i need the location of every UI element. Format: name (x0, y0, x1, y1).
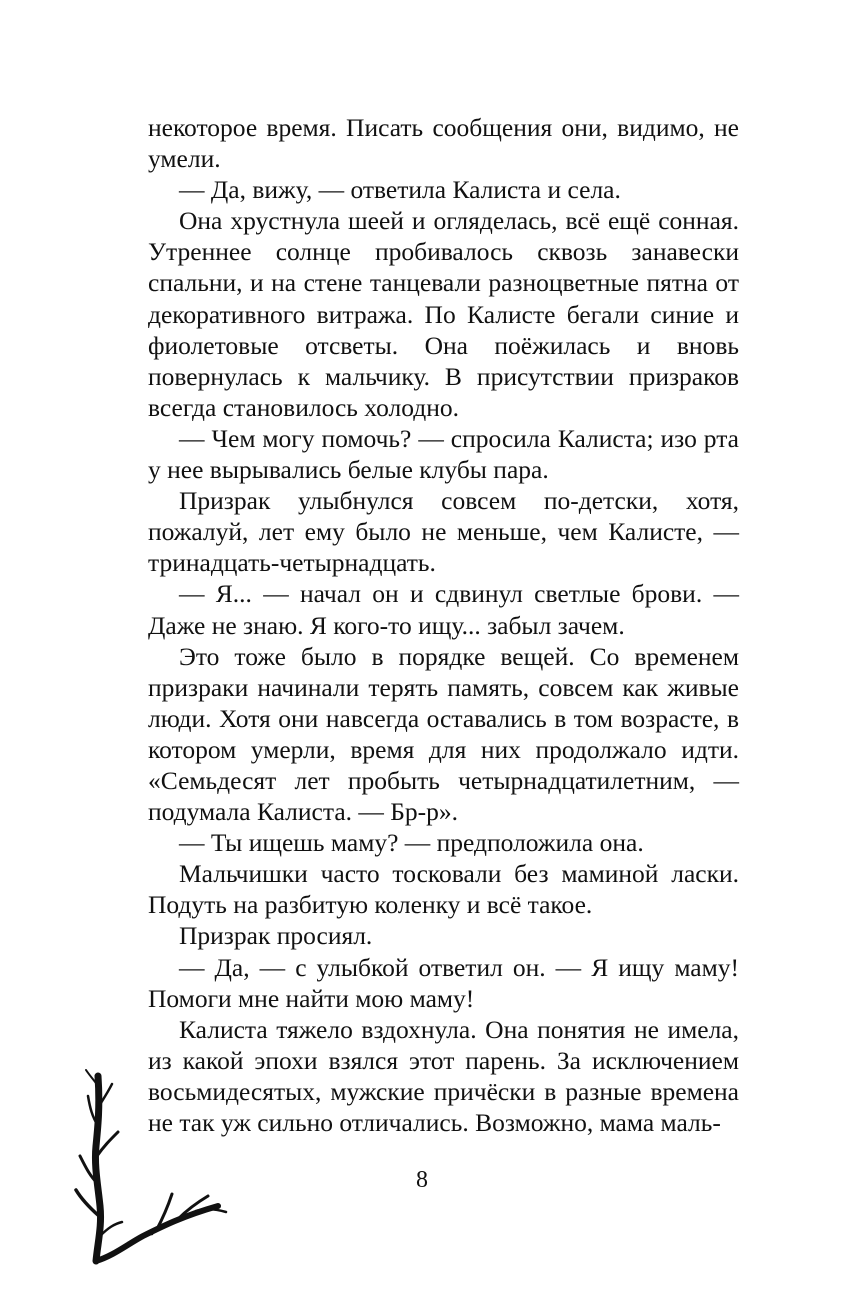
paragraph-10: Призрак просиял. (179, 921, 373, 951)
paragraph-3: Она хрустнула шеей и огляделась, всё ещё сонная. Утреннее солнце пробивалось сквозь занавески спальни, и на стене танцевали разноцветные пятна от декоративного витража. По Калисте бегали синие и фиолетовые отсветы. Она поёжилась и вновь повернулась к мальчику. В присутствии призраков всегда становилось холодно. (148, 206, 739, 422)
paragraph-12: Калиста тяжело вздохнула. Она понятия не имела, из какой эпохи взялся этот парень. За исключением восьмидесятых, мужские причёски в разные времена не так уж сильно отличались. Возможно, мама маль- (148, 1014, 739, 1137)
paragraph-8: — Ты ищешь маму? — предположила она. (179, 828, 644, 858)
paragraph-11: — Да, — с улыбкой ответил он. — Я ищу маму! Помоги мне найти мою маму! (148, 952, 739, 1013)
paragraph-1: некоторое время. Писать сообщения они, видимо, не умели. (148, 113, 739, 174)
paragraph-2: — Да, вижу, — ответила Калиста и села. (179, 175, 621, 205)
tree-branch-icon (68, 1066, 233, 1266)
paragraph-9: Мальчишки часто тосковали без маминой ласки. Подуть на разбитую коленку и всё такое. (148, 859, 739, 920)
page-number: 8 (416, 1167, 428, 1193)
paragraph-5: Призрак улыбнулся совсем по-детски, хотя, пожалуй, лет ему было не меньше, чем Калисте, — тринадцать-четырнадцать. (148, 486, 739, 578)
paragraph-7: Это тоже было в порядке вещей. Со временем призраки начинали терять память, совсем как живые люди. Хотя они навсегда оставались в том возрасте, в котором умерли, время для них продолжало идти. «Семьдесят лет пробыть четырнадцатилетним, — подумала Калиста. — Бр-р». (148, 641, 739, 827)
body-text (148, 112, 739, 1138)
paragraph-4: — Чем могу помочь? — спросила Калиста; изо рта у нее вырывались белые клубы пара. (148, 423, 739, 485)
paragraph-6: — Я... — начал он и сдвинул светлые брови. — Даже не знаю. Я кого-то ищу... забыл зачем. (148, 579, 739, 640)
